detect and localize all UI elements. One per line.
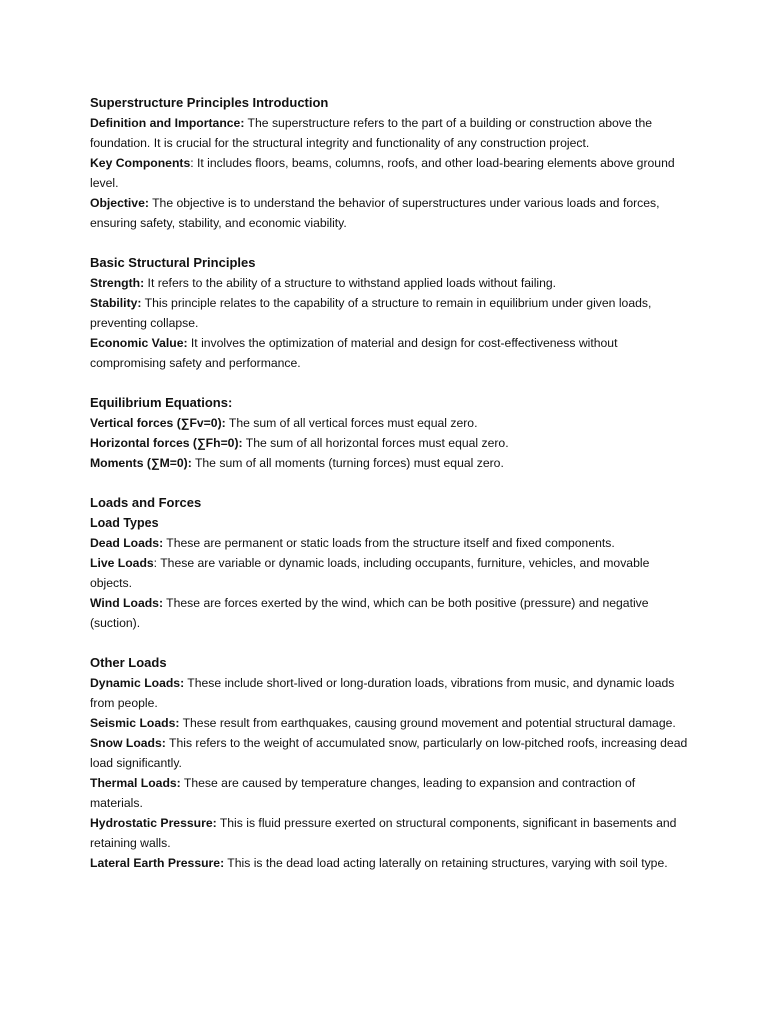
item-text: The sum of all vertical forces must equal zero. — [225, 416, 478, 430]
definition-paragraph — [90, 113, 690, 153]
hydrostatic-pressure-paragraph — [90, 813, 690, 853]
section-equilibrium-equations — [90, 393, 690, 473]
item-label: Vertical forces (∑Fv=0): — [90, 416, 226, 430]
section-heading: Loads and Forces — [90, 495, 202, 510]
item-label: Dead Loads: — [90, 536, 164, 550]
item-label: Seismic Loads: — [90, 716, 180, 730]
item-text: These include short-lived or long-duration loads, vibrations from music, and dynamic loads from people. — [90, 676, 675, 710]
snow-loads-paragraph — [90, 733, 690, 773]
stability-paragraph — [90, 293, 690, 333]
item-label: Live Loads — [90, 556, 154, 570]
thermal-loads-paragraph — [90, 773, 690, 813]
item-text: It involves the optimization of material and design for cost-effectiveness without compromising safety and performance. — [90, 336, 618, 370]
item-label: Horizontal forces (∑Fh=0): — [90, 436, 243, 450]
section-heading: Equilibrium Equations: — [90, 395, 233, 410]
item-text: The superstructure refers to the part of a building or construction above the foundation. It is crucial for the structural integrity and functionality of any construction project. — [90, 116, 652, 150]
item-text: The sum of all horizontal forces must equal zero. — [242, 436, 509, 450]
item-label: Stability: — [90, 296, 142, 310]
economic-value-paragraph — [90, 333, 690, 373]
item-label: Wind Loads: — [90, 596, 164, 610]
strength-paragraph — [90, 273, 690, 293]
horizontal-forces-paragraph — [90, 433, 690, 453]
item-label: Moments (∑M=0): — [90, 456, 192, 470]
document-page — [90, 93, 690, 893]
section-other-loads — [90, 653, 690, 873]
item-text: : These are variable or dynamic loads, including occupants, furniture, vehicles, and movable objects. — [90, 556, 650, 590]
item-label: Thermal Loads: — [90, 776, 181, 790]
section-subheading: Load Types — [90, 516, 159, 530]
item-label: Strength: — [90, 276, 145, 290]
item-text: These are caused by temperature changes, leading to expansion and contraction of materials. — [90, 776, 636, 810]
item-label: Economic Value: — [90, 336, 188, 350]
key-components-paragraph — [90, 153, 690, 193]
moments-paragraph — [90, 453, 690, 473]
item-label: Lateral Earth Pressure: — [90, 856, 225, 870]
section-loads-and-forces — [90, 493, 690, 633]
item-label: Hydrostatic Pressure: — [90, 816, 217, 830]
seismic-loads-paragraph — [90, 713, 690, 733]
item-label: Objective: — [90, 196, 149, 210]
item-label: Snow Loads: — [90, 736, 166, 750]
item-label: Dynamic Loads: — [90, 676, 185, 690]
item-text: These are forces exerted by the wind, which can be both positive (pressure) and negative (suction). — [90, 596, 649, 630]
item-text: This is the dead load acting laterally on retaining structures, varying with soil type. — [224, 856, 668, 870]
item-label: Definition and Importance: — [90, 116, 245, 130]
section-basic-principles — [90, 253, 690, 373]
objective-paragraph — [90, 193, 690, 233]
wind-loads-paragraph — [90, 593, 690, 633]
dynamic-loads-paragraph — [90, 673, 690, 713]
item-text: These result from earthquakes, causing ground movement and potential structural damage. — [179, 716, 676, 730]
lateral-earth-pressure-paragraph — [90, 853, 690, 873]
live-loads-paragraph — [90, 553, 690, 593]
section-superstructure-intro — [90, 93, 690, 233]
section-heading: Superstructure Principles Introduction — [90, 95, 329, 110]
item-text: These are permanent or static loads from the structure itself and fixed components. — [163, 536, 615, 550]
item-text: The objective is to understand the behavior of superstructures under various loads and forces, ensuring safety, stability, and economic viability. — [90, 196, 660, 230]
section-heading: Basic Structural Principles — [90, 255, 256, 270]
section-heading: Other Loads — [90, 655, 167, 670]
item-text: This refers to the weight of accumulated snow, particularly on low-pitched roofs, increasing dead load significantly. — [90, 736, 688, 770]
item-text: This principle relates to the capability of a structure to remain in equilibrium under given loads, preventing collapse. — [90, 296, 652, 330]
vertical-forces-paragraph — [90, 413, 690, 433]
item-text: This is fluid pressure exerted on structural components, significant in basements and retaining walls. — [90, 816, 677, 850]
dead-loads-paragraph — [90, 533, 690, 553]
item-text: It refers to the ability of a structure to withstand applied loads without failing. — [144, 276, 557, 290]
item-label: Key Components — [90, 156, 191, 170]
item-text: The sum of all moments (turning forces) must equal zero. — [191, 456, 504, 470]
item-text: : It includes floors, beams, columns, roofs, and other load-bearing elements above ground level. — [90, 156, 675, 190]
